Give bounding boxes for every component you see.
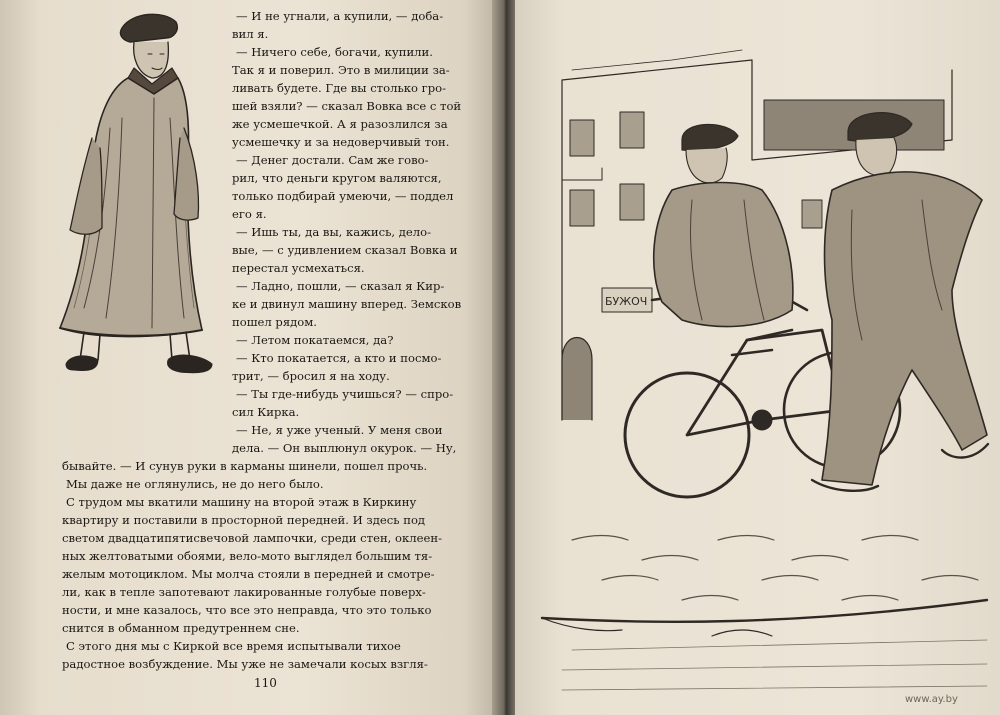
- text-line: — Денег достали. Сам же гово-: [236, 153, 429, 167]
- text-line: квартиру и поставили в просторной передней. И здесь под: [62, 513, 426, 527]
- text-line: — И не угнали, а купили, — доба-: [236, 9, 444, 23]
- page-number: 110: [254, 676, 277, 690]
- text-line: рил, что деньги кругом валяются,: [232, 171, 442, 185]
- text-line: С трудом мы вкатили машину на второй этаж в Киркину: [66, 495, 417, 509]
- shop-sign-text: БУЖОЧ: [605, 295, 648, 308]
- text-line: — Ладно, пошли, — сказал я Кир-: [236, 279, 445, 293]
- text-line: — Ты где-нибудь учишься? — спро-: [236, 387, 454, 401]
- text-line: — Не, я уже ученый. У меня свои: [236, 423, 443, 437]
- text-line: вые, — с удивлением сказал Вовка и: [232, 243, 458, 257]
- text-line: усмешечку и за недоверчивый тон.: [232, 135, 450, 149]
- text-line: же усмешечкой. А я разозлился за: [232, 117, 448, 131]
- boys-with-bicycle-illustration: [532, 40, 997, 700]
- text-line: ке и двинул машину вперед. Земсков: [232, 297, 462, 311]
- text-line: трит, — бросил я на ходу.: [232, 369, 390, 383]
- text-line: светом двадцатипятисвечовой лампочки, среди стен, оклеен-: [62, 531, 442, 545]
- text-line: перестал усмехаться.: [232, 261, 365, 275]
- text-line: шей взяли? — сказал Вовка все с той: [232, 99, 462, 113]
- text-line: ливать будете. Где вы столько гро-: [232, 81, 447, 95]
- text-line: бывайте. — И сунув руки в карманы шинели, пошел прочь.: [62, 459, 428, 473]
- text-line: — Кто покатается, а кто и посмо-: [236, 351, 442, 365]
- text-line: ных желтоватыми обоями, вело-мото выглядел большим тя-: [62, 549, 433, 563]
- text-line: ли, как в тепле запотевают лакированные голубые поверх-: [62, 585, 426, 599]
- text-line: пошел рядом.: [232, 315, 317, 329]
- text-line: — Ничего себе, богачи, купили.: [236, 45, 433, 59]
- text-line: только подбирай умеючи, — поддел: [232, 189, 454, 203]
- text-line: вил я.: [232, 27, 269, 41]
- text-line: — Ишь ты, да вы, кажись, дело-: [236, 225, 432, 239]
- text-line: радостное возбуждение. Мы уже не замечали косых взгля-: [62, 657, 428, 671]
- text-line: Так я и поверил. Это в милиции за-: [232, 63, 450, 77]
- text-line: ности, и мне казалось, что все это неправда, что это только: [62, 603, 432, 617]
- text-line: С этого дня мы с Киркой все время испытывали тихое: [66, 639, 401, 653]
- watermark: www.ay.by: [905, 694, 958, 705]
- text-line: дела. — Он выплюнул окурок. — Ну,: [232, 441, 457, 455]
- text-line: — Летом покатаемся, да?: [236, 333, 394, 347]
- text-line: желым мотоциклом. Мы молча стояли в передней и смотре-: [62, 567, 435, 581]
- text-line: его я.: [232, 207, 267, 221]
- text-line: снится в обманном предутреннем сне.: [62, 621, 300, 635]
- text-line: сил Кирка.: [232, 405, 300, 419]
- story-text: [62, 0, 482, 715]
- text-line: Мы даже не оглянулись, не до него было.: [66, 477, 324, 491]
